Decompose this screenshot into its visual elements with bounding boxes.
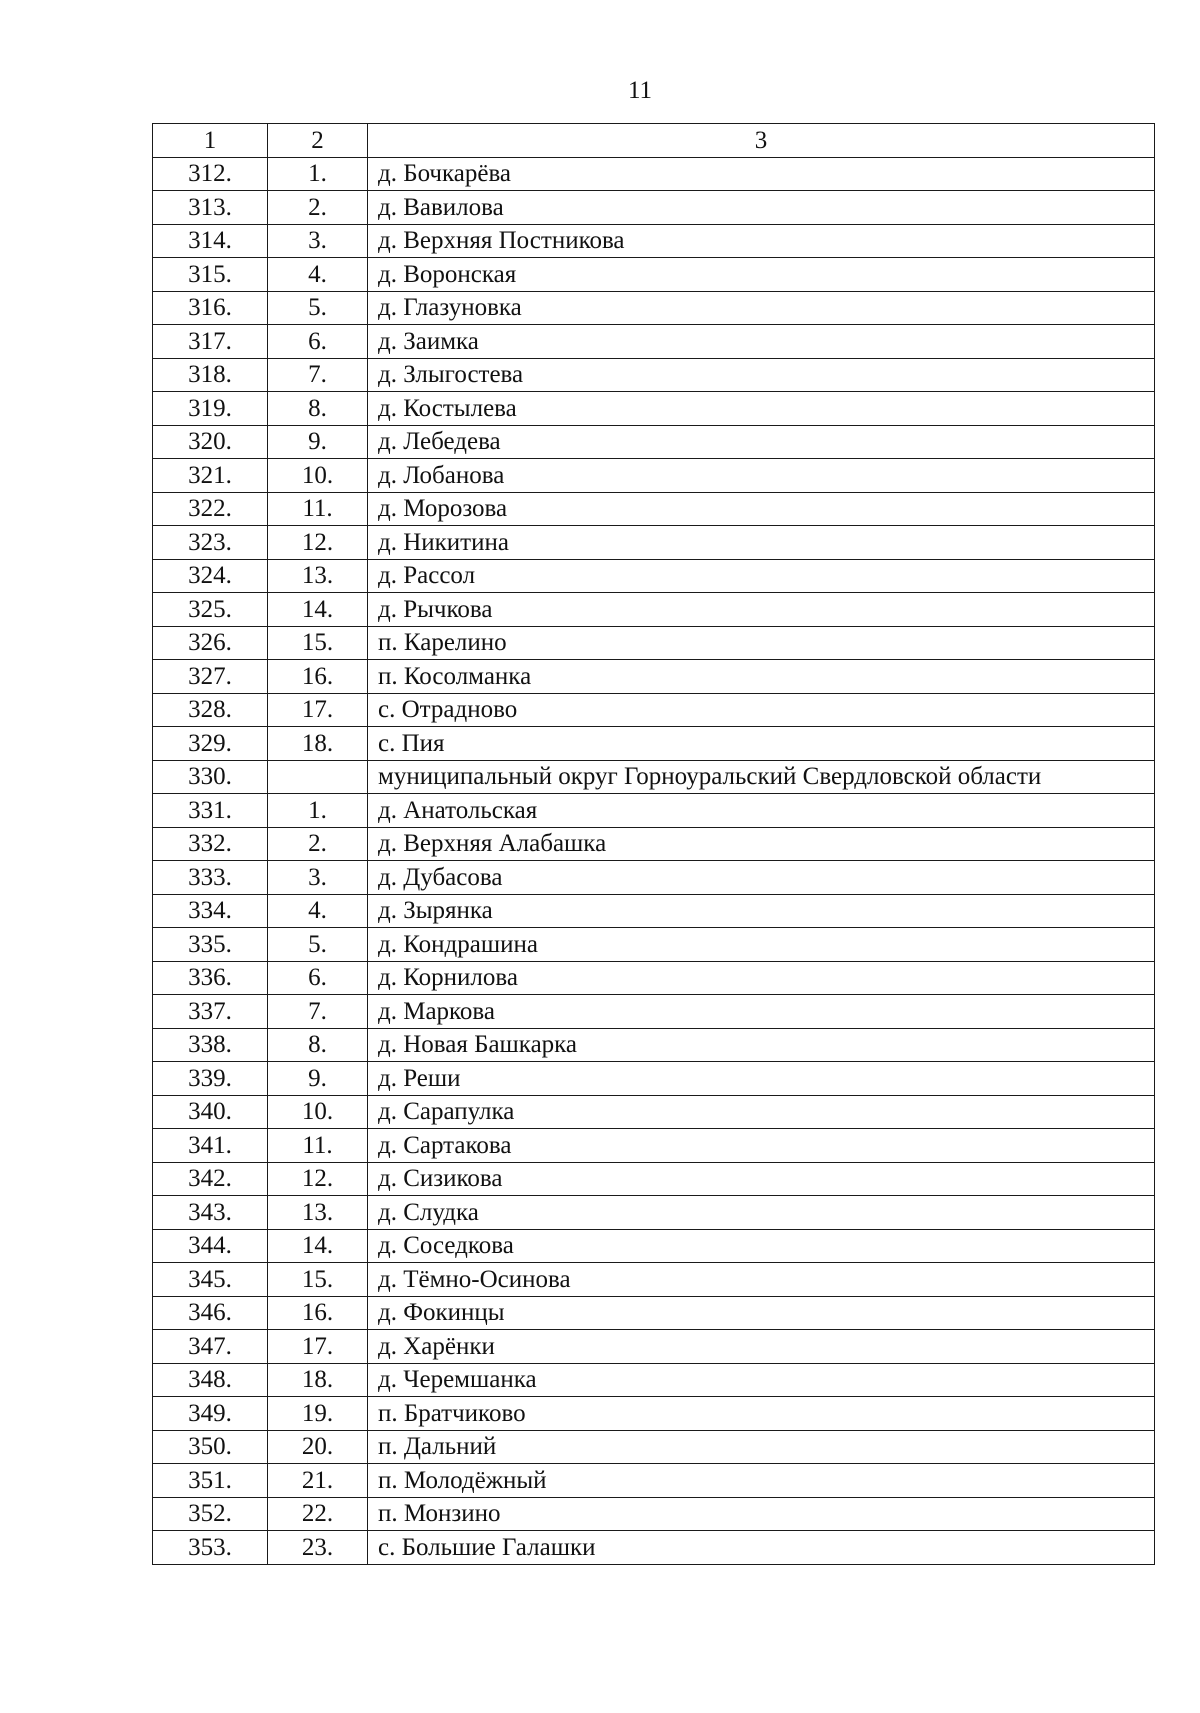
- row-group-number: 1.: [268, 157, 368, 191]
- row-overall-number: 345.: [153, 1263, 268, 1297]
- row-settlement-name: д. Новая Башкарка: [368, 1028, 1155, 1062]
- table-row: [153, 928, 1155, 962]
- row-overall-number: 315.: [153, 258, 268, 292]
- row-settlement-name: д. Дубасова: [368, 861, 1155, 895]
- row-group-number: 10.: [268, 1095, 368, 1129]
- row-settlement-name: д. Морозова: [368, 492, 1155, 526]
- table-row: [153, 660, 1155, 694]
- row-group-number: 12.: [268, 1162, 368, 1196]
- table-row: [153, 224, 1155, 258]
- row-settlement-name: с. Большие Галашки: [368, 1531, 1155, 1565]
- row-settlement-name: д. Верхняя Алабашка: [368, 827, 1155, 861]
- row-group-number: 4.: [268, 894, 368, 928]
- table-row: [153, 1363, 1155, 1397]
- row-settlement-name: д. Верхняя Постникова: [368, 224, 1155, 258]
- row-overall-number: 335.: [153, 928, 268, 962]
- table-row: [153, 492, 1155, 526]
- row-overall-number: 342.: [153, 1162, 268, 1196]
- table-row: [153, 425, 1155, 459]
- column-header-3: 3: [368, 124, 1155, 158]
- table-row: [153, 760, 1155, 794]
- row-overall-number: 347.: [153, 1330, 268, 1364]
- table-row: [153, 1263, 1155, 1297]
- row-overall-number: 314.: [153, 224, 268, 258]
- table-row: [153, 861, 1155, 895]
- row-settlement-name: с. Отрадново: [368, 693, 1155, 727]
- row-overall-number: 352.: [153, 1497, 268, 1531]
- row-group-number: 6.: [268, 961, 368, 995]
- table-row: [153, 626, 1155, 660]
- table-row: [153, 1497, 1155, 1531]
- row-group-number: 20.: [268, 1430, 368, 1464]
- column-header-2: 2: [268, 124, 368, 158]
- row-overall-number: 323.: [153, 526, 268, 560]
- row-settlement-name: д. Никитина: [368, 526, 1155, 560]
- table-row: [153, 693, 1155, 727]
- table-row: [153, 827, 1155, 861]
- row-overall-number: 350.: [153, 1430, 268, 1464]
- row-overall-number: 346.: [153, 1296, 268, 1330]
- row-group-number: 14.: [268, 1229, 368, 1263]
- row-group-number: 23.: [268, 1531, 368, 1565]
- row-settlement-name: д. Слудка: [368, 1196, 1155, 1230]
- row-group-number: 16.: [268, 660, 368, 694]
- row-group-number: 13.: [268, 559, 368, 593]
- row-group-number: 9.: [268, 1062, 368, 1096]
- row-settlement-name: д. Черемшанка: [368, 1363, 1155, 1397]
- row-group-number: 2.: [268, 827, 368, 861]
- table-row: [153, 358, 1155, 392]
- row-group-number: 22.: [268, 1497, 368, 1531]
- row-group-number: 8.: [268, 1028, 368, 1062]
- table-row: [153, 459, 1155, 493]
- settlements-table: [152, 123, 1155, 1565]
- row-overall-number: 349.: [153, 1397, 268, 1431]
- table-row: [153, 526, 1155, 560]
- table-row: [153, 1028, 1155, 1062]
- row-overall-number: 336.: [153, 961, 268, 995]
- row-overall-number: 331.: [153, 794, 268, 828]
- table-row: [153, 727, 1155, 761]
- table-row: [153, 392, 1155, 426]
- row-group-number: 5.: [268, 291, 368, 325]
- row-group-number: 18.: [268, 727, 368, 761]
- row-group-number: 17.: [268, 1330, 368, 1364]
- row-overall-number: 321.: [153, 459, 268, 493]
- table-row: [153, 325, 1155, 359]
- row-group-number: 1.: [268, 794, 368, 828]
- row-group-number: 11.: [268, 492, 368, 526]
- row-overall-number: 330.: [153, 760, 268, 794]
- row-overall-number: 320.: [153, 425, 268, 459]
- row-overall-number: 333.: [153, 861, 268, 895]
- row-settlement-name: д. Лобанова: [368, 459, 1155, 493]
- row-settlement-name: д. Сартакова: [368, 1129, 1155, 1163]
- row-overall-number: 328.: [153, 693, 268, 727]
- table-row: [153, 1464, 1155, 1498]
- table-row: [153, 291, 1155, 325]
- table-row: [153, 1330, 1155, 1364]
- row-group-number: 2.: [268, 191, 368, 225]
- column-header-1: 1: [153, 124, 268, 158]
- row-overall-number: 343.: [153, 1196, 268, 1230]
- row-settlement-name: д. Бочкарёва: [368, 157, 1155, 191]
- row-overall-number: 318.: [153, 358, 268, 392]
- row-overall-number: 312.: [153, 157, 268, 191]
- table-row: [153, 1062, 1155, 1096]
- row-settlement-name: п. Братчиково: [368, 1397, 1155, 1431]
- row-settlement-name: п. Косолманка: [368, 660, 1155, 694]
- row-settlement-name: п. Карелино: [368, 626, 1155, 660]
- table-row: [153, 1095, 1155, 1129]
- row-settlement-name: п. Монзино: [368, 1497, 1155, 1531]
- table-row: [153, 593, 1155, 627]
- table-row: [153, 894, 1155, 928]
- table-row: [153, 995, 1155, 1029]
- row-overall-number: 322.: [153, 492, 268, 526]
- table-row: [153, 1196, 1155, 1230]
- row-settlement-name: муниципальный округ Горноуральский Свердловской области: [368, 760, 1155, 794]
- row-group-number: 17.: [268, 693, 368, 727]
- table-row: [153, 1296, 1155, 1330]
- row-overall-number: 351.: [153, 1464, 268, 1498]
- row-group-number: 15.: [268, 1263, 368, 1297]
- row-overall-number: 348.: [153, 1363, 268, 1397]
- row-group-number: 16.: [268, 1296, 368, 1330]
- row-overall-number: 334.: [153, 894, 268, 928]
- table-row: [153, 1397, 1155, 1431]
- table-body: [153, 124, 1155, 1565]
- row-group-number: 11.: [268, 1129, 368, 1163]
- table-row: [153, 1129, 1155, 1163]
- row-group-number: 7.: [268, 358, 368, 392]
- row-overall-number: 324.: [153, 559, 268, 593]
- page-number: 11: [627, 77, 653, 104]
- table-row: [153, 559, 1155, 593]
- row-settlement-name: д. Зырянка: [368, 894, 1155, 928]
- table-row: [153, 1162, 1155, 1196]
- row-group-number: 9.: [268, 425, 368, 459]
- row-group-number: 8.: [268, 392, 368, 426]
- row-group-number: 3.: [268, 861, 368, 895]
- row-settlement-name: д. Корнилова: [368, 961, 1155, 995]
- row-overall-number: 313.: [153, 191, 268, 225]
- table-row: [153, 258, 1155, 292]
- row-settlement-name: п. Дальний: [368, 1430, 1155, 1464]
- row-settlement-name: п. Молодёжный: [368, 1464, 1155, 1498]
- row-group-number: 18.: [268, 1363, 368, 1397]
- row-group-number: 13.: [268, 1196, 368, 1230]
- row-group-number: [268, 760, 368, 794]
- row-settlement-name: д. Фокинцы: [368, 1296, 1155, 1330]
- row-group-number: 10.: [268, 459, 368, 493]
- row-settlement-name: д. Сарапулка: [368, 1095, 1155, 1129]
- row-overall-number: 319.: [153, 392, 268, 426]
- row-overall-number: 325.: [153, 593, 268, 627]
- row-group-number: 4.: [268, 258, 368, 292]
- row-settlement-name: д. Воронская: [368, 258, 1155, 292]
- row-settlement-name: д. Глазуновка: [368, 291, 1155, 325]
- row-settlement-name: д. Злыгостева: [368, 358, 1155, 392]
- row-group-number: 6.: [268, 325, 368, 359]
- table-row: [153, 157, 1155, 191]
- row-group-number: 15.: [268, 626, 368, 660]
- row-overall-number: 326.: [153, 626, 268, 660]
- row-overall-number: 341.: [153, 1129, 268, 1163]
- row-settlement-name: д. Костылева: [368, 392, 1155, 426]
- row-settlement-name: д. Заимка: [368, 325, 1155, 359]
- row-group-number: 7.: [268, 995, 368, 1029]
- row-overall-number: 337.: [153, 995, 268, 1029]
- row-overall-number: 353.: [153, 1531, 268, 1565]
- row-settlement-name: д. Реши: [368, 1062, 1155, 1096]
- table-row: [153, 191, 1155, 225]
- row-settlement-name: д. Тёмно-Осинова: [368, 1263, 1155, 1297]
- table-header-row: [153, 124, 1155, 158]
- row-settlement-name: д. Анатольская: [368, 794, 1155, 828]
- row-group-number: 21.: [268, 1464, 368, 1498]
- row-group-number: 5.: [268, 928, 368, 962]
- table-row: [153, 1229, 1155, 1263]
- row-overall-number: 339.: [153, 1062, 268, 1096]
- table-row: [153, 1430, 1155, 1464]
- row-settlement-name: д. Соседкова: [368, 1229, 1155, 1263]
- row-settlement-name: д. Сизикова: [368, 1162, 1155, 1196]
- row-overall-number: 316.: [153, 291, 268, 325]
- row-overall-number: 338.: [153, 1028, 268, 1062]
- row-overall-number: 340.: [153, 1095, 268, 1129]
- table-row: [153, 1531, 1155, 1565]
- row-settlement-name: д. Рассол: [368, 559, 1155, 593]
- row-settlement-name: д. Харёнки: [368, 1330, 1155, 1364]
- row-group-number: 14.: [268, 593, 368, 627]
- row-group-number: 12.: [268, 526, 368, 560]
- row-settlement-name: д. Рычкова: [368, 593, 1155, 627]
- row-group-number: 19.: [268, 1397, 368, 1431]
- row-settlement-name: д. Лебедева: [368, 425, 1155, 459]
- row-settlement-name: д. Кондрашина: [368, 928, 1155, 962]
- row-overall-number: 329.: [153, 727, 268, 761]
- row-settlement-name: д. Маркова: [368, 995, 1155, 1029]
- row-settlement-name: с. Пия: [368, 727, 1155, 761]
- row-overall-number: 317.: [153, 325, 268, 359]
- row-overall-number: 344.: [153, 1229, 268, 1263]
- table-row: [153, 794, 1155, 828]
- row-group-number: 3.: [268, 224, 368, 258]
- row-overall-number: 327.: [153, 660, 268, 694]
- table-row: [153, 961, 1155, 995]
- row-settlement-name: д. Вавилова: [368, 191, 1155, 225]
- row-overall-number: 332.: [153, 827, 268, 861]
